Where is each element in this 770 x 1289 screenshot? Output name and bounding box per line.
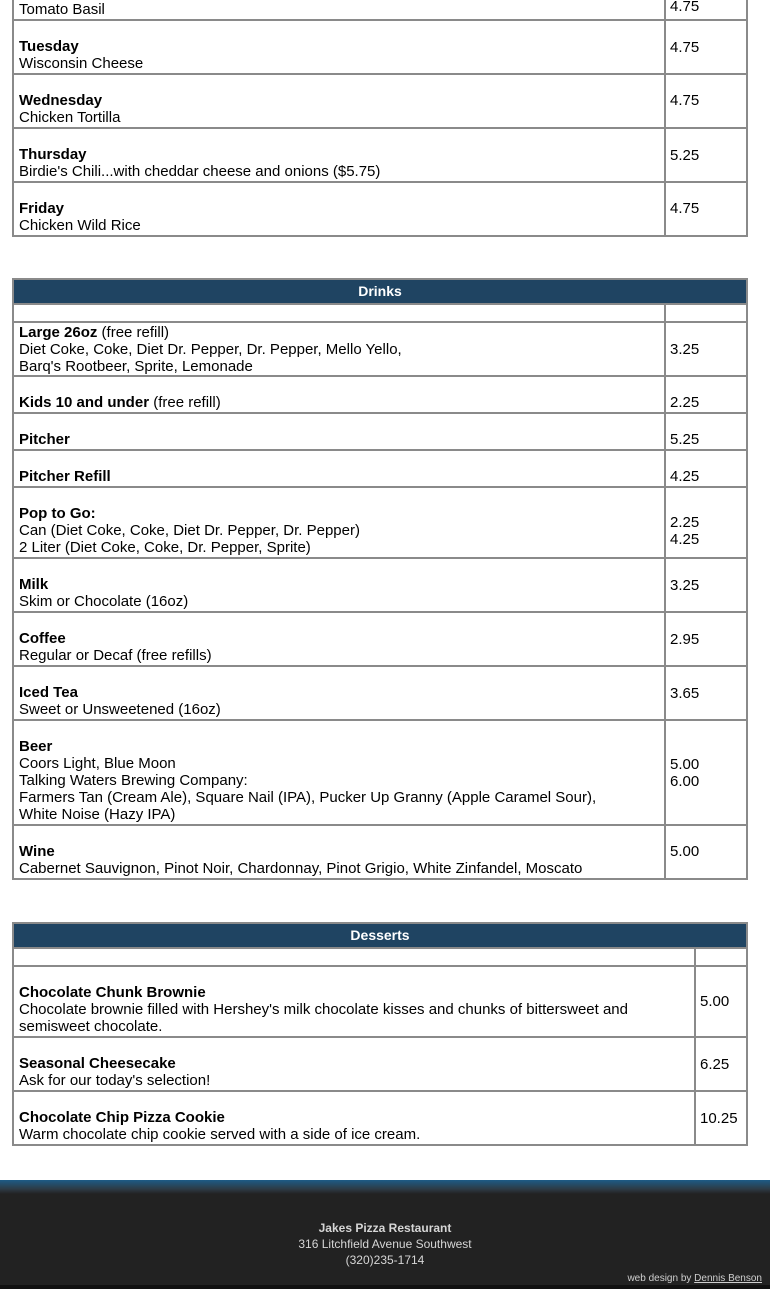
item-name: Pitcher Refill (19, 468, 111, 485)
credit-link[interactable]: Dennis Benson (694, 1273, 762, 1284)
table-row (13, 376, 747, 413)
bottom-bar (0, 1285, 770, 1289)
item-name: Friday (19, 200, 65, 217)
credit-prefix: web design by (627, 1273, 692, 1284)
table-row (13, 304, 747, 322)
item-name: Pitcher (19, 431, 70, 448)
item-price: 3.65 (665, 666, 747, 720)
item-price: 10.25 (695, 1091, 747, 1145)
item-name: Seasonal Cheesecake (19, 1055, 176, 1072)
item-description: Chicken Wild Rice (19, 217, 141, 234)
item-description: Talking Waters Brewing Company: (19, 772, 248, 789)
table-row (13, 666, 747, 720)
table-row (13, 720, 747, 825)
item-description: Diet Coke, Coke, Diet Dr. Pepper, Dr. Pepper, Mello Yello, (19, 341, 402, 358)
table-row (13, 0, 747, 20)
item-description: Tomato Basil (19, 1, 105, 18)
table-row (13, 322, 747, 376)
table-row (13, 74, 747, 128)
item-description: Birdie's Chili...with cheddar cheese and onions ($5.75) (19, 163, 381, 180)
item-price: 4.75 (665, 74, 747, 128)
item-description: Regular or Decaf (free refills) (19, 647, 212, 664)
item-name: Tuesday (19, 38, 79, 55)
table-row (13, 182, 747, 236)
table-row (13, 450, 747, 487)
item-name: Pop to Go: (19, 505, 96, 522)
item-description: Wisconsin Cheese (19, 55, 144, 72)
item-description: Cabernet Sauvignon, Pinot Noir, Chardonnay, Pinot Grigio, White Zinfandel, Moscato (19, 860, 583, 877)
item-description: Chicken Tortilla (19, 109, 121, 126)
item-description: Can (Diet Coke, Coke, Diet Dr. Pepper, Dr. Pepper) (19, 522, 360, 539)
table-row (13, 128, 747, 182)
item-price: 5.00 (695, 966, 747, 1037)
item-description: Farmers Tan (Cream Ale), Square Nail (IPA), Pucker Up Granny (Apple Caramel Sour), (19, 789, 597, 806)
table-row (13, 487, 747, 558)
section-title: Desserts (13, 923, 747, 948)
item-note: (free refill) (101, 324, 170, 341)
item-price: 5.25 (665, 413, 747, 450)
item-name: Coffee (19, 630, 66, 647)
item-price: 6.25 (695, 1037, 747, 1091)
item-description: Chocolate brownie filled with Hershey's milk chocolate kisses and chunks of bittersweet and (19, 1001, 628, 1018)
restaurant-address: 316 Litchfield Avenue Southwest (298, 1237, 472, 1251)
drinks-table (12, 278, 748, 880)
item-description: Warm chocolate chip cookie served with a side of ice cream. (19, 1126, 421, 1143)
item-name: Large 26oz (19, 324, 98, 341)
item-description: 2 Liter (Diet Coke, Coke, Dr. Pepper, Sprite) (19, 539, 311, 556)
item-price: 4.75 (665, 20, 747, 74)
table-row (13, 948, 747, 966)
item-name: Milk (19, 576, 49, 593)
table-row (13, 413, 747, 450)
item-price: 4.75 (665, 182, 747, 236)
section-header (13, 279, 747, 304)
item-description: Barq's Rootbeer, Sprite, Lemonade (19, 358, 253, 375)
item-name: Kids 10 and under (19, 394, 150, 411)
item-name: Beer (19, 738, 53, 755)
table-row (13, 1037, 747, 1091)
item-price: 6.00 (670, 772, 700, 790)
item-name: Thursday (19, 146, 87, 163)
item-description: Sweet or Unsweetened (16oz) (19, 701, 221, 718)
table-row (13, 966, 747, 1037)
item-description: semisweet chocolate. (19, 1018, 163, 1035)
item-note: (free refill) (153, 394, 221, 411)
item-price: 5.00 (665, 825, 747, 879)
table-row (13, 612, 747, 666)
item-description: Ask for our today's selection! (19, 1072, 211, 1089)
table-row (13, 558, 747, 612)
item-price: 2.95 (665, 612, 747, 666)
item-price: 5.25 (665, 128, 747, 182)
item-price: 2.25 (665, 376, 747, 413)
soups-table (12, 0, 748, 237)
table-row (13, 825, 747, 879)
item-description: White Noise (Hazy IPA) (19, 806, 176, 823)
item-price: 4.25 (670, 531, 700, 548)
item-name: Iced Tea (19, 684, 78, 701)
item-name: Wine (19, 843, 55, 860)
item-name: Wednesday (19, 92, 103, 109)
item-description: Coors Light, Blue Moon (19, 755, 176, 772)
desserts-table (12, 922, 748, 1146)
footer-contact (0, 1220, 770, 1268)
item-price: 4.75 (665, 0, 747, 20)
item-price: 2.25 (670, 514, 700, 531)
design-credit (627, 1273, 762, 1284)
item-price: 3.25 (665, 558, 747, 612)
table-row (13, 1091, 747, 1145)
restaurant-phone: (320)235-1714 (345, 1253, 425, 1267)
item-name: Chocolate Chip Pizza Cookie (19, 1109, 225, 1126)
section-title: Drinks (13, 279, 747, 304)
item-price: 5.00 (670, 755, 700, 773)
section-header (13, 923, 747, 948)
item-description: Skim or Chocolate (16oz) (19, 593, 189, 610)
restaurant-name: Jakes Pizza Restaurant (318, 1221, 452, 1235)
item-name: Chocolate Chunk Brownie (19, 984, 206, 1001)
item-price: 3.25 (665, 322, 747, 376)
table-row (13, 20, 747, 74)
item-price: 4.25 (665, 450, 747, 487)
page-footer (0, 1180, 770, 1289)
